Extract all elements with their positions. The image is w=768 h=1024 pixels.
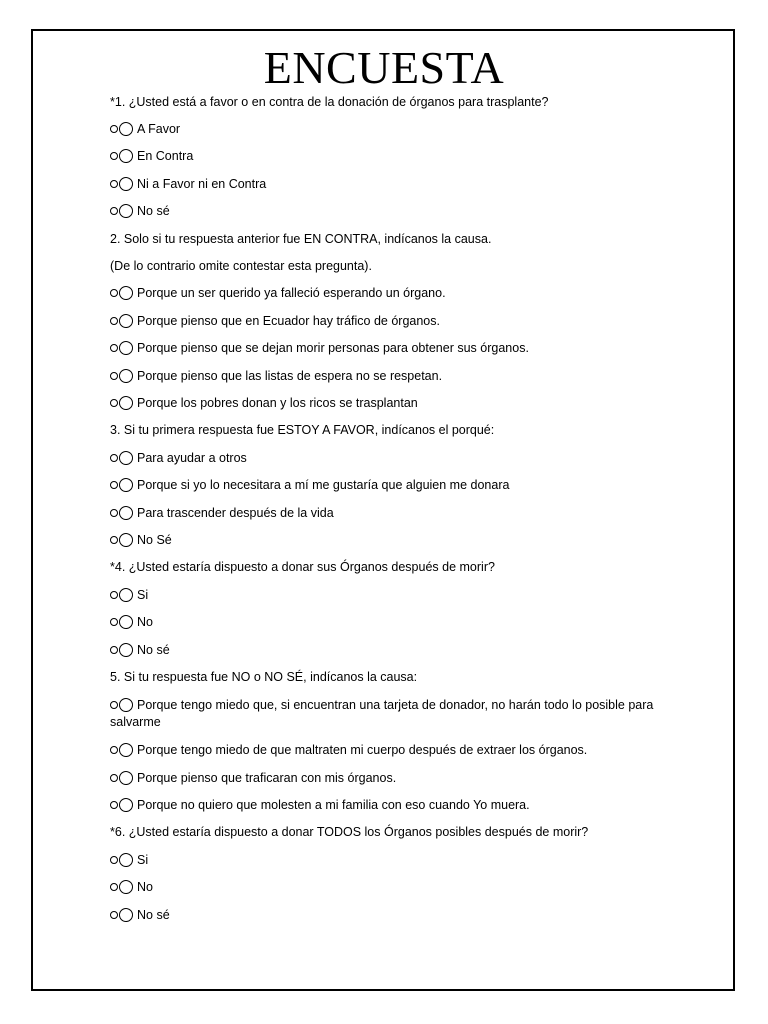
option-label: Porque un ser querido ya falleció esperando un órgano. — [137, 286, 446, 301]
option-label: Para ayudar a otros — [137, 450, 247, 465]
radio-button-icon[interactable] — [119, 314, 133, 328]
q3-option-2[interactable] — [110, 471, 670, 498]
radio-small-icon — [110, 911, 118, 919]
survey-title: ENCUESTA — [263, 42, 505, 93]
radio-button-icon[interactable] — [119, 880, 133, 894]
question-4-text: *4. ¿Usted estaría dispuesto a donar sus Órganos después de morir? — [110, 560, 495, 575]
radio-button-icon[interactable] — [119, 396, 133, 410]
survey-content — [110, 88, 670, 928]
question-6-text: *6. ¿Usted estaría dispuesto a donar TODOS los Órganos posibles después de morir? — [110, 825, 589, 840]
radio-button-icon[interactable] — [119, 506, 133, 520]
q5-option-2[interactable] — [110, 737, 670, 764]
q1-option-en-contra[interactable] — [110, 143, 670, 170]
radio-button-icon[interactable] — [119, 369, 133, 383]
q3-option-4[interactable] — [110, 526, 670, 553]
q2-option-2[interactable] — [110, 307, 670, 334]
q3-option-1[interactable] — [110, 444, 670, 471]
option-label: Porque no quiero que molesten a mi familia con eso cuando Yo muera. — [137, 798, 530, 813]
q6-option-si[interactable] — [110, 846, 670, 873]
radio-button-icon[interactable] — [119, 643, 133, 657]
radio-small-icon — [110, 856, 118, 864]
radio-small-icon — [110, 207, 118, 215]
question-2-text: 2. Solo si tu respuesta anterior fue EN CONTRA, indícanos la causa. — [110, 231, 492, 246]
q1-option-neutral[interactable] — [110, 170, 670, 197]
option-label: Porque pienso que las listas de espera no se respetan. — [137, 368, 443, 383]
option-label: Porque pienso que en Ecuador hay tráfico de órganos. — [137, 313, 440, 328]
option-label: No Sé — [137, 532, 172, 547]
option-label: Para trascender después de la vida — [137, 505, 334, 520]
radio-small-icon — [110, 883, 118, 891]
radio-button-icon[interactable] — [119, 204, 133, 218]
q5-option-4[interactable] — [110, 791, 670, 818]
radio-small-icon — [110, 801, 118, 809]
q6-option-no[interactable] — [110, 874, 670, 901]
radio-small-icon — [110, 646, 118, 654]
radio-small-icon — [110, 774, 118, 782]
option-label: No — [137, 615, 153, 630]
radio-button-icon[interactable] — [119, 341, 133, 355]
option-label: Porque pienso que se dejan morir personas para obtener sus órganos. — [137, 341, 529, 356]
question-3-text: 3. Si tu primera respuesta fue ESTOY A FAVOR, indícanos el porqué: — [110, 423, 495, 438]
q2-option-4[interactable] — [110, 362, 670, 389]
radio-small-icon — [110, 125, 118, 133]
radio-button-icon[interactable] — [119, 798, 133, 812]
q6-option-no-se[interactable] — [110, 901, 670, 928]
radio-small-icon — [110, 317, 118, 325]
option-label: No sé — [137, 642, 170, 657]
q5-option-3[interactable] — [110, 764, 670, 791]
question-1-text: *1. ¿Usted está a favor o en contra de la donación de órganos para trasplante? — [110, 94, 549, 109]
radio-button-icon[interactable] — [119, 122, 133, 136]
option-label: Si — [137, 587, 149, 602]
radio-button-icon[interactable] — [119, 286, 133, 300]
q4-option-si[interactable] — [110, 581, 670, 608]
radio-button-icon[interactable] — [119, 533, 133, 547]
option-label: No sé — [137, 907, 170, 922]
radio-small-icon — [110, 399, 118, 407]
q2-option-5[interactable] — [110, 389, 670, 416]
radio-small-icon — [110, 289, 118, 297]
option-label: No sé — [137, 204, 170, 219]
radio-button-icon[interactable] — [119, 743, 133, 757]
radio-small-icon — [110, 618, 118, 626]
option-label: Porque tengo miedo de que maltraten mi cuerpo después de extraer los órganos. — [137, 743, 588, 758]
radio-small-icon — [110, 180, 118, 188]
option-label: Porque tengo miedo que, si encuentran una tarjeta de donador, no harán todo lo posible para salvarme — [110, 697, 654, 729]
option-label: A Favor — [137, 122, 181, 137]
radio-small-icon — [110, 746, 118, 754]
radio-small-icon — [110, 509, 118, 517]
radio-small-icon — [110, 481, 118, 489]
radio-small-icon — [110, 701, 118, 709]
q2-option-1[interactable] — [110, 280, 670, 307]
question-5-text: 5. Si tu respuesta fue NO o NO SÉ, indícanos la causa: — [110, 669, 418, 684]
radio-button-icon[interactable] — [119, 771, 133, 785]
option-label: Porque si yo lo necesitara a mí me gustaría que alguien me donara — [137, 478, 510, 493]
radio-button-icon[interactable] — [119, 451, 133, 465]
radio-small-icon — [110, 152, 118, 160]
radio-small-icon — [110, 344, 118, 352]
option-label: Porque los pobres donan y los ricos se trasplantan — [137, 395, 418, 410]
radio-button-icon[interactable] — [119, 149, 133, 163]
radio-button-icon[interactable] — [119, 853, 133, 867]
option-label: Porque pienso que traficaran con mis órganos. — [137, 770, 397, 785]
radio-button-icon[interactable] — [119, 908, 133, 922]
radio-button-icon[interactable] — [119, 698, 133, 712]
q1-option-a-favor[interactable] — [110, 115, 670, 142]
radio-button-icon[interactable] — [119, 615, 133, 629]
radio-button-icon[interactable] — [119, 478, 133, 492]
q2-option-3[interactable] — [110, 335, 670, 362]
q3-option-3[interactable] — [110, 499, 670, 526]
radio-small-icon — [110, 372, 118, 380]
radio-small-icon — [110, 536, 118, 544]
option-label: No — [137, 880, 153, 895]
question-2-note: (De lo contrario omite contestar esta pregunta). — [110, 259, 372, 274]
q4-option-no-se[interactable] — [110, 636, 670, 663]
radio-small-icon — [110, 591, 118, 599]
option-label: En Contra — [137, 149, 194, 164]
radio-button-icon[interactable] — [119, 177, 133, 191]
option-label: Si — [137, 852, 149, 867]
option-label: Ni a Favor ni en Contra — [137, 176, 267, 191]
radio-button-icon[interactable] — [119, 588, 133, 602]
q1-option-no-se[interactable] — [110, 198, 670, 225]
q4-option-no[interactable] — [110, 608, 670, 635]
q5-option-1[interactable] — [110, 691, 670, 737]
radio-small-icon — [110, 454, 118, 462]
